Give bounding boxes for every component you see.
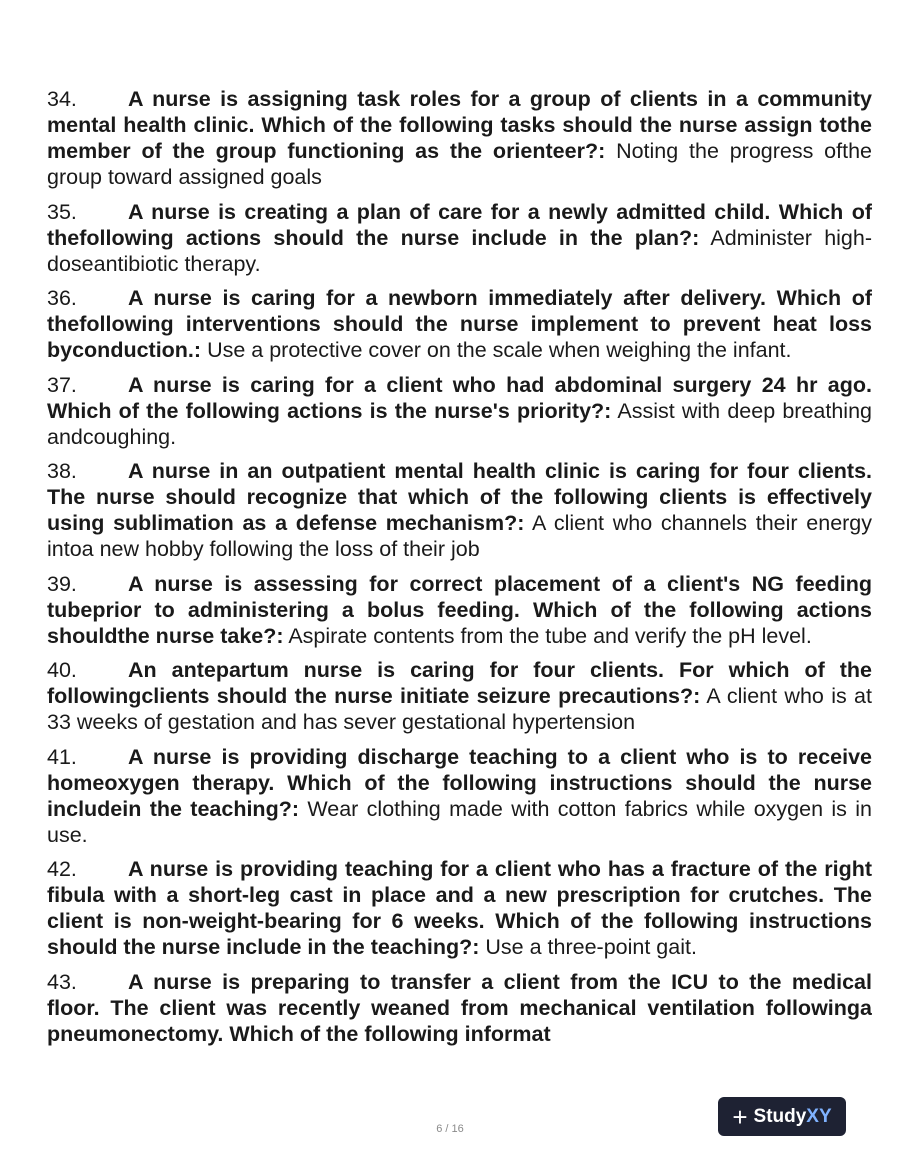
question-text: A nurse in an outpatient mental health clinic is caring for four clients. The nurse should recognize that which of the following clients is effectively using sublimation as a defense mechanism?: xyxy=(47,459,872,535)
question-text: A nurse is assessing for correct placement of a client's NG feeding tubeprior to administering a bolus feeding. Which of the following actions shouldthe nurse take?: xyxy=(47,571,872,648)
question-text: An antepartum nurse is caring for four clients. For which of the followingclients should the nurse initiate seizure precautions?: xyxy=(47,658,872,708)
question-item-43 xyxy=(47,969,872,1047)
answer-text: Assist with deep breathing andcoughing. xyxy=(47,398,872,449)
answer-text: Noting the progress ofthe group toward assigned goals xyxy=(47,139,872,189)
answer-text: Wear clothing made with cotton fabrics while oxygen is in use. xyxy=(47,796,872,847)
question-text: A nurse is preparing to transfer a client from the ICU to the medical floor. The client was recently weaned from mechanical ventilation followinga pneumonectomy. Which of the following informat xyxy=(47,969,872,1046)
brand-name-accent: XY xyxy=(806,1105,832,1127)
question-number: 40. xyxy=(47,658,77,682)
answer-text: Aspirate contents from the tube and verify the pH level. xyxy=(288,623,812,648)
answer-text: A client who channels their energy intoa new hobby following the loss of their job xyxy=(47,511,872,561)
answer-text: A client who is at 33 weeks of gestation and has sever gestational hypertension xyxy=(47,684,872,734)
question-number: 35. xyxy=(47,199,77,224)
answer-text: Use a three-point gait. xyxy=(485,935,697,959)
answer-text: Use a protective cover on the scale when weighing the infant. xyxy=(207,338,792,362)
question-number: 34. xyxy=(47,87,77,111)
question-item-35 xyxy=(47,199,872,277)
question-number: 39. xyxy=(47,571,77,596)
question-text: A nurse is caring for a client who had abdominal surgery 24 hr ago. Which of the following actions is the nurse's priority?: xyxy=(47,372,872,423)
question-list xyxy=(47,86,872,1126)
question-number: 42. xyxy=(47,857,77,881)
question-number: 37. xyxy=(47,372,77,397)
question-number: 41. xyxy=(47,744,77,769)
question-text: A nurse is providing discharge teaching to a client who is to receive homeoxygen therapy. Which of the following instructions should the nurse includein the teaching?: xyxy=(47,744,872,821)
question-item-42 xyxy=(47,856,872,960)
question-text: A nurse is assigning task roles for a group of clients in a community mental health clinic. Which of the following tasks should the nurse assign tothe member of the group functioning as the orienteer?: xyxy=(47,87,872,163)
question-text: A nurse is caring for a newborn immediately after delivery. Which of thefollowing interventions should the nurse implement to prevent heat loss byconduction.: xyxy=(47,286,872,362)
question-number: 36. xyxy=(47,286,77,310)
plus-icon: + xyxy=(732,1101,748,1132)
question-item-36 xyxy=(47,285,872,363)
page-number: 6 / 16 xyxy=(436,1123,464,1135)
brand-name: Study xyxy=(753,1105,807,1127)
question-text: A nurse is providing teaching for a client who has a fracture of the right fibula with a short-leg cast in place and a new prescription for crutches. The client is non-weight-bearing for 6 weeks. Which of the following instructions should the nurse include in the teaching?: xyxy=(47,857,872,959)
question-item-41 xyxy=(47,744,872,848)
question-item-37 xyxy=(47,372,872,450)
question-item-40 xyxy=(47,657,872,735)
studyxy-badge-button[interactable] xyxy=(718,1097,846,1136)
question-text: A nurse is creating a plan of care for a newly admitted child. Which of thefollowing actions should the nurse include in the plan?: xyxy=(47,199,872,250)
question-item-39 xyxy=(47,571,872,649)
question-number: 43. xyxy=(47,969,77,994)
answer-text: Administer high-doseantibiotic therapy. xyxy=(47,225,872,276)
question-number: 38. xyxy=(47,459,77,483)
question-item-34 xyxy=(47,86,872,190)
question-item-38 xyxy=(47,458,872,562)
